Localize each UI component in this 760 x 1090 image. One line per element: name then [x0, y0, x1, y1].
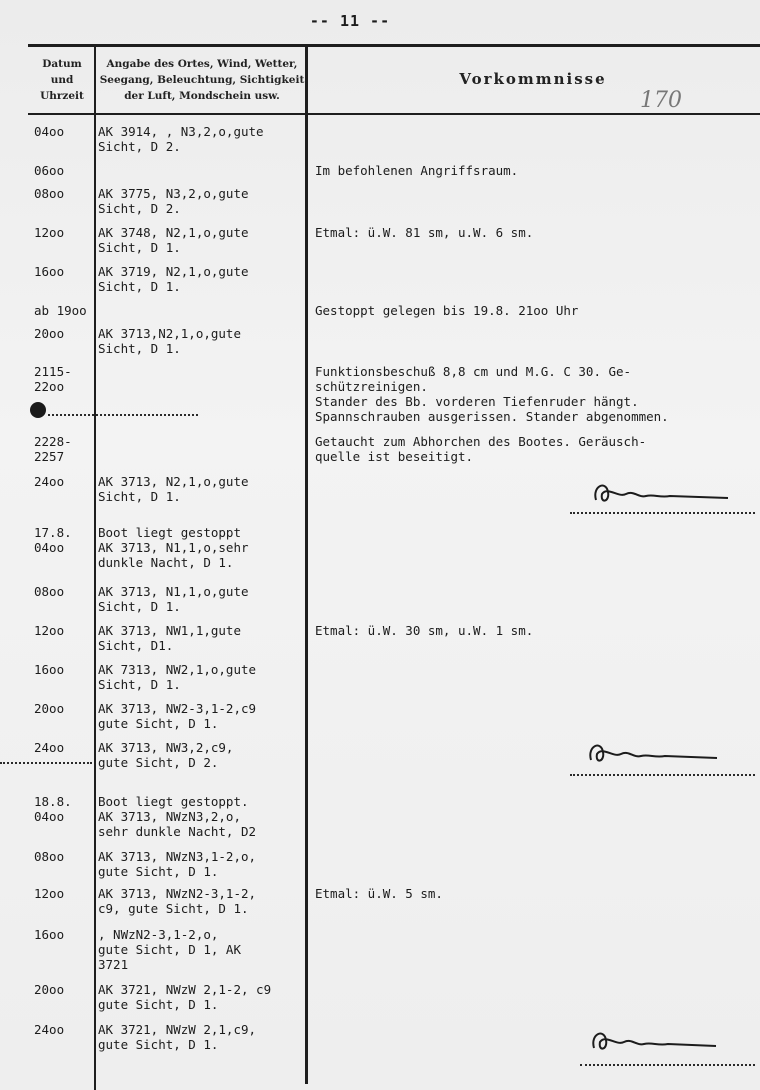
header-vorkommnisse: Vorkommnisse: [459, 70, 607, 88]
signature: [588, 476, 738, 512]
entry-position-weather: AK 7313, NW2,1,o,gute Sicht, D 1.: [98, 662, 257, 692]
entry-time: 17.8. 04oo: [34, 525, 72, 555]
entry-event: Etmal: ü.W. 30 sm, u.W. 1 sm.: [315, 623, 534, 638]
entry-event: Getaucht zum Abhorchen des Bootes. Geräusch- quelle ist beseitigt.: [315, 434, 647, 464]
entry-position-weather: Boot liegt gestoppt. AK 3713, NWzN3,2,o, sehr dunkle Nacht, D2: [98, 794, 257, 839]
entry-time: 18.8. 04oo: [34, 794, 72, 824]
entry-time: 08oo: [34, 849, 65, 864]
entry-time: 2115- 22oo: [34, 364, 72, 394]
header-bottom-rule: [28, 113, 760, 115]
entry-position-weather: AK 3713, NW2-3,1-2,c9 gute Sicht, D 1.: [98, 701, 257, 731]
column-divider-2: [305, 44, 308, 1084]
entry-event: Gestoppt gelegen bis 19.8. 21oo Uhr: [315, 303, 579, 318]
entry-position-weather: AK 3713, NW3,2,c9, gute Sicht, D 2.: [98, 740, 234, 770]
header-datum-line: Uhrzeit: [40, 90, 84, 102]
entry-position-weather: AK 3713, NW1,1,gute Sicht, D1.: [98, 623, 241, 653]
entry-time: 24oo: [34, 1022, 65, 1037]
entry-time: 20oo: [34, 701, 65, 716]
entry-event: Im befohlenen Angriffsraum.: [315, 163, 519, 178]
entry-position-weather: AK 3713, N2,1,o,gute Sicht, D 1.: [98, 474, 249, 504]
entry-position-weather: AK 3713, NWzN3,1-2,o, gute Sicht, D 1.: [98, 849, 257, 879]
entry-time: 2228- 2257: [34, 434, 72, 464]
entry-time: 08oo: [34, 186, 65, 201]
entry-time: 20oo: [34, 326, 65, 341]
signature-dotted-line: [570, 512, 755, 514]
entry-time: 12oo: [34, 225, 65, 240]
header-datum-line: und: [50, 74, 74, 86]
entry-position-weather: AK 3748, N2,1,o,gute Sicht, D 1.: [98, 225, 249, 255]
entry-time: 16oo: [34, 264, 65, 279]
ink-blot: [30, 402, 46, 418]
entry-position-weather: AK 3914, , N3,2,o,gute Sicht, D 2.: [98, 124, 264, 154]
entry-time: 12oo: [34, 623, 65, 638]
sheet-number: 170: [640, 88, 682, 113]
table-top-rule: [28, 44, 760, 47]
entry-position-weather: AK 3719, N2,1,o,gute Sicht, D 1.: [98, 264, 249, 294]
signature: [585, 738, 735, 772]
dotted-line: [48, 414, 198, 416]
header-angabe-line: Seegang, Beleuchtung, Sichtigkeit: [99, 74, 305, 86]
entry-time: 20oo: [34, 982, 65, 997]
column-divider-1: [94, 44, 96, 1090]
signature-dotted-line: [580, 1064, 755, 1066]
entry-position-weather: AK 3721, NWzW 2,1-2, c9 gute Sicht, D 1.: [98, 982, 272, 1012]
header-angabe-line: Angabe des Ortes, Wind, Wetter,: [106, 58, 298, 70]
dotted-line: [0, 762, 92, 764]
entry-position-weather: Boot liegt gestoppt AK 3713, N1,1,o,sehr dunkle Nacht, D 1.: [98, 525, 249, 570]
page-number: -- 11 --: [309, 12, 391, 30]
entry-event: Etmal: ü.W. 81 sm, u.W. 6 sm.: [315, 225, 534, 240]
entry-time: 06oo: [34, 163, 65, 178]
entry-position-weather: AK 3713,N2,1,o,gute Sicht, D 1.: [98, 326, 241, 356]
header-angabe-line: der Luft, Mondschein usw.: [124, 90, 280, 102]
entry-time: 12oo: [34, 886, 65, 901]
signature-dotted-line: [570, 774, 755, 776]
entry-time: 24oo: [34, 740, 65, 755]
entry-time: 24oo: [34, 474, 65, 489]
entry-time: ab 19oo: [34, 303, 87, 318]
entry-position-weather: AK 3721, NWzW 2,1,c9, gute Sicht, D 1.: [98, 1022, 257, 1052]
entry-time: 16oo: [34, 662, 65, 677]
entry-time: 16oo: [34, 927, 65, 942]
signature: [588, 1026, 728, 1060]
entry-event: Funktionsbeschuß 8,8 cm und M.G. C 30. Ge- schützreinigen. Stander des Bb. vorderen Tiefenruder hängt. Spannschrauben ausgerissen. Stander abgenommen.: [315, 364, 669, 424]
header-datum-line: Datum: [42, 58, 82, 70]
entry-event: Etmal: ü.W. 5 sm.: [315, 886, 443, 901]
entry-position-weather: AK 3713, NWzN2-3,1-2, c9, gute Sicht, D 1.: [98, 886, 257, 916]
entry-position-weather: AK 3775, N3,2,o,gute Sicht, D 2.: [98, 186, 249, 216]
header-datum: [30, 56, 94, 104]
header-angabe: [97, 56, 307, 104]
entry-time: 04oo: [34, 124, 65, 139]
entry-position-weather: AK 3713, N1,1,o,gute Sicht, D 1.: [98, 584, 249, 614]
entry-position-weather: , NWzN2-3,1-2,o, gute Sicht, D 1, AK 3721: [98, 927, 241, 972]
entry-time: 08oo: [34, 584, 65, 599]
